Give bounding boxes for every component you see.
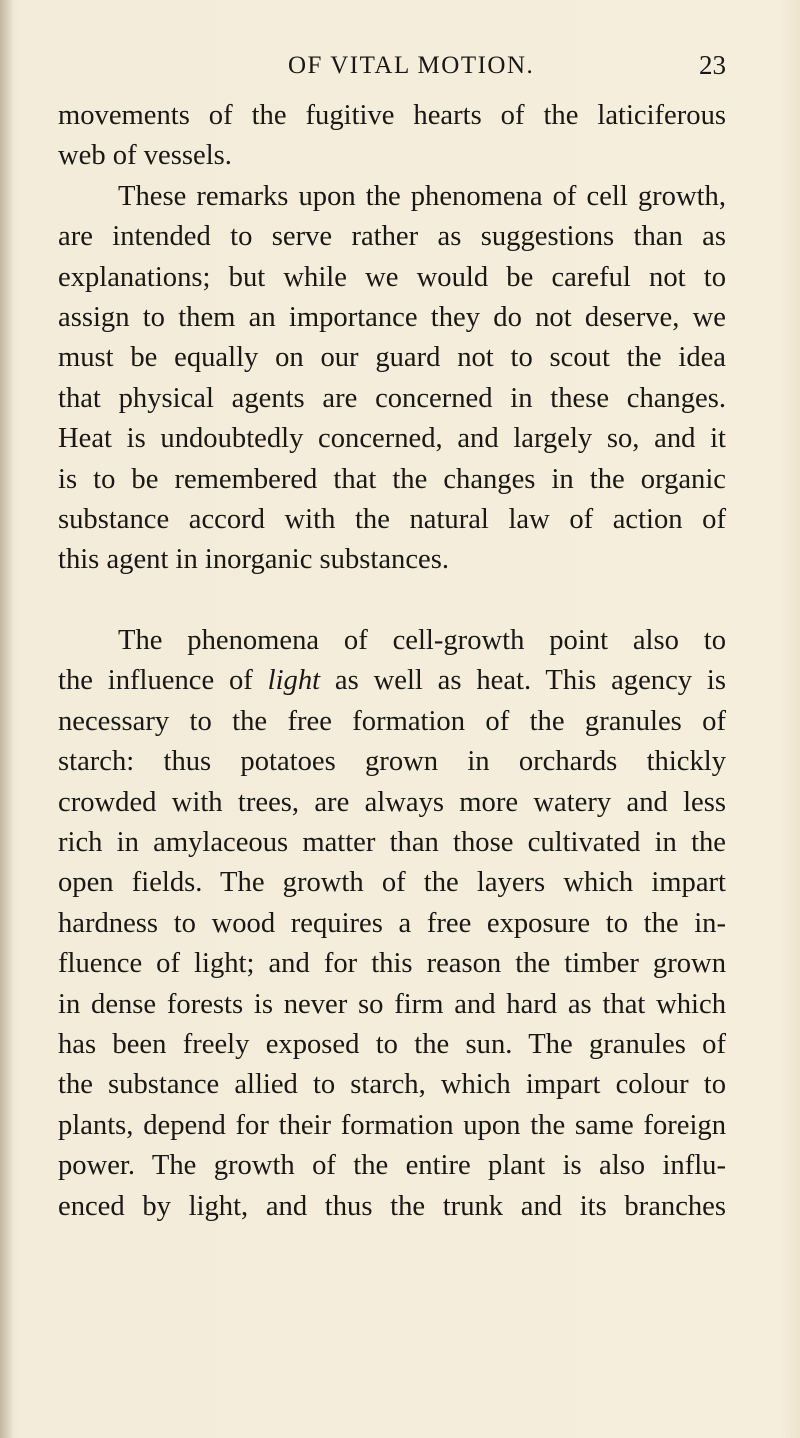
text-line: explanations; but while we would be careful not to: [58, 261, 726, 293]
page-body: [58, 96, 726, 1227]
text-line: hardness to wood requires a free exposure to the in-: [58, 907, 726, 939]
italic-word: light: [267, 665, 321, 697]
text-line: web of vessels.: [58, 140, 232, 172]
text-line: necessary to the free formation of the granules of: [58, 705, 726, 737]
text-line: are intended to serve rather as suggestions than as: [58, 221, 726, 253]
running-head: OF VITAL MOTION.: [288, 52, 535, 79]
text-line: open fields. The growth of the layers which impart: [58, 867, 726, 899]
text-line: must be equally on our guard not to scout the idea: [58, 342, 726, 374]
text-line: enced by light, and thus the trunk and its branches: [58, 1190, 726, 1222]
text-line: rich in amylaceous matter than those cultivated in the: [58, 826, 726, 858]
text-line: the substance allied to starch, which impart colour to: [58, 1069, 726, 1101]
text-line: has been freely exposed to the sun. The granules of: [58, 1028, 726, 1060]
text-line: that physical agents are concerned in these changes.: [58, 382, 726, 414]
paragraph-break: [58, 581, 726, 621]
text-line: The phenomena of cell-growth point also to: [118, 624, 726, 656]
text-line: starch: thus potatoes grown in orchards thickly: [58, 746, 726, 778]
text-line: These remarks upon the phenomena of cell growth,: [118, 180, 726, 212]
text-line: crowded with trees, are always more watery and less: [58, 786, 726, 818]
page-number: 23: [699, 50, 726, 80]
text-line: Heat is undoubtedly concerned, and largely so, and it: [58, 423, 726, 455]
text-line: is to be remembered that the changes in the organic: [58, 463, 726, 495]
text-line: fluence of light; and for this reason the timber grown: [58, 948, 726, 980]
spine-shadow: [0, 0, 14, 1438]
text-line: movements of the fugitive hearts of the laticiferous: [58, 100, 726, 131]
text-fragment: the influence of: [58, 665, 268, 697]
text-line: assign to them an importance they do not deserve, we: [58, 302, 726, 334]
text-line: this agent in inorganic substances.: [58, 544, 449, 576]
text-line: power. The growth of the entire plant is also influ-: [58, 1150, 726, 1182]
text-line: [58, 661, 726, 701]
text-fragment: as well as heat. This agency is: [320, 665, 726, 697]
text-line: plants, depend for their formation upon the same foreign: [58, 1109, 726, 1141]
text-line: substance accord with the natural law of action of: [58, 504, 726, 536]
text-line: in dense forests is never so firm and hard as that which: [58, 988, 726, 1020]
